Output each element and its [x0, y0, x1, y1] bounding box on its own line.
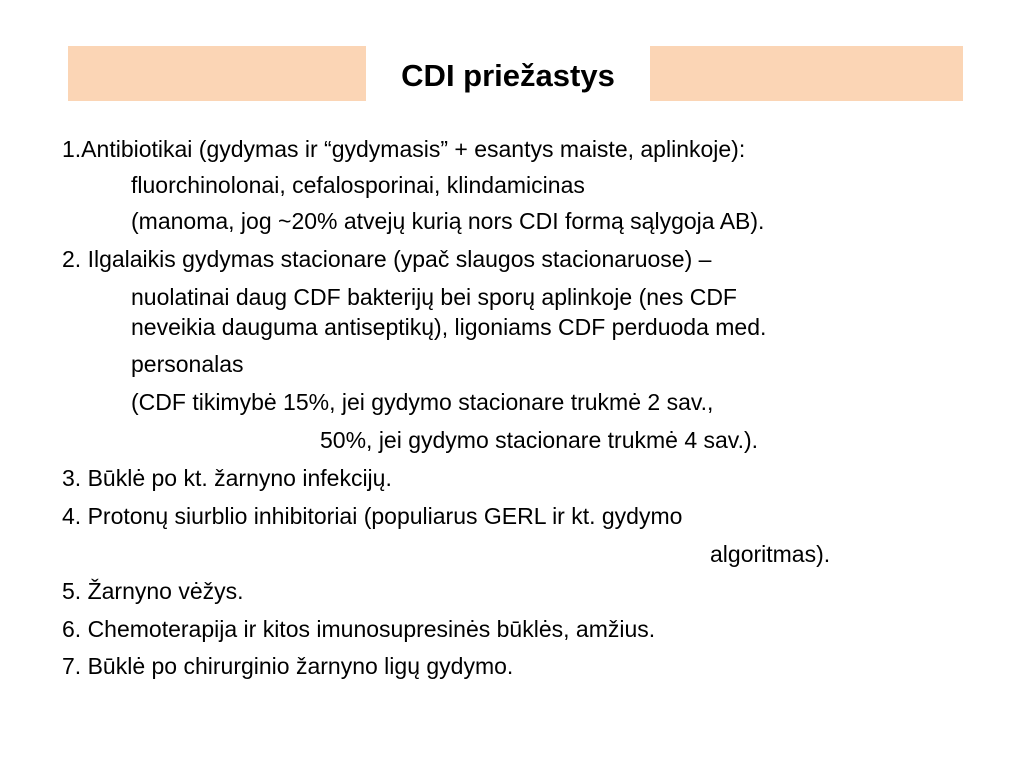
title-band-left	[68, 46, 366, 101]
item-2-probability-1: (CDF tikimybė 15%, jei gydymo stacionare trukmė 2 sav.,	[131, 389, 714, 415]
slide-title: CDI priežastys	[401, 58, 615, 93]
item-1-drug-list: fluorchinolonai, cefalosporinai, klindamicinas	[131, 172, 585, 198]
title-band-right	[650, 46, 963, 101]
item-2-detail-line-1: nuolatinai daug CDF bakterijų bei sporų aplinkoje (nes CDF	[131, 284, 737, 310]
item-2-hospital-stay: 2. Ilgalaikis gydymas stacionare (ypač slaugos stacionaruose) –	[62, 246, 712, 272]
item-1-note: (manoma, jog ~20% atvejų kurią nors CDI formą sąlygoja AB).	[131, 208, 765, 234]
item-7-surgery: 7. Būklė po chirurginio žarnyno ligų gydymo.	[62, 653, 514, 679]
item-5-cancer: 5. Žarnyno vėžys.	[62, 578, 244, 604]
item-3-infections: 3. Būklė po kt. žarnyno infekcijų.	[62, 465, 392, 491]
item-2-probability-2: 50%, jei gydymo stacionare trukmė 4 sav.).	[320, 427, 759, 453]
item-6-chemotherapy: 6. Chemoterapija ir kitos imunosupresinės būklės, amžius.	[62, 616, 656, 642]
item-1-antibiotics: 1.Antibiotikai (gydymas ir “gydymasis” + esantys maiste, aplinkoje):	[62, 136, 746, 162]
item-2-detail-line-3: personalas	[131, 351, 244, 377]
item-4-continuation: algoritmas).	[710, 541, 831, 567]
item-2-detail-line-2: neveikia dauguma antiseptikų), ligoniams CDF perduoda med.	[131, 314, 767, 340]
item-4-ppi: 4. Protonų siurblio inhibitoriai (populiarus GERL ir kt. gydymo	[62, 503, 683, 529]
